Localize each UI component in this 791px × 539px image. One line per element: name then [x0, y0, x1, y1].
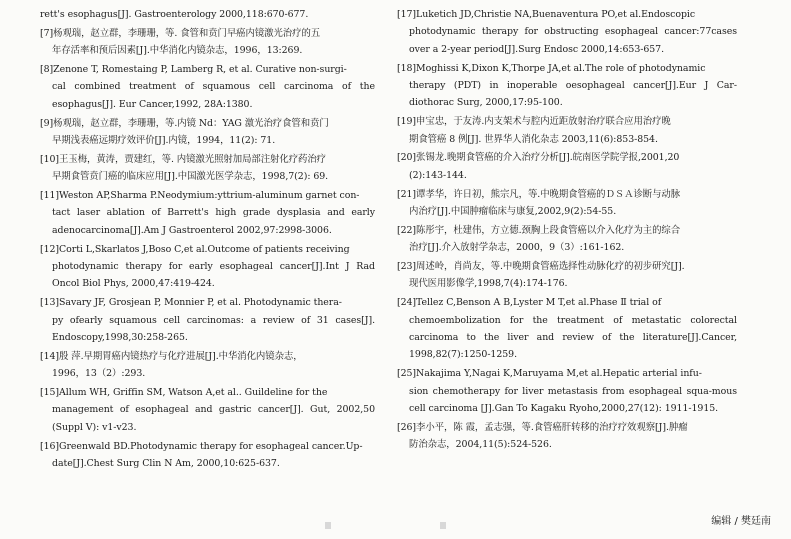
- reference-text-continued: 年存活率和预后因素[J].中华消化内镜杂志，1996，13:269.: [52, 45, 303, 57]
- reference-item: [397, 6, 737, 58]
- reference-item: [40, 241, 375, 293]
- reference-text-continued: photodynamic therapy for early esophageal cancer[J].Int J Rad Oncol Biol Phys, 2000,47:419-424.: [52, 261, 375, 290]
- reference-text: [9]杨观瑞，赵立群，李珊珊，等.内镜 Nd：YAG 激光治疗食管和贲门: [40, 117, 329, 129]
- reference-item: [40, 187, 375, 239]
- reference-text-continued: 期食管癌 8 例[J]. 世界华人消化杂志 2003,11(6):853-854.: [409, 133, 658, 145]
- reference-text: [21]谭孝华，许日初，熊宗凡，等.中晚期食管癌的ＤＳＡ诊断与动脉: [397, 188, 681, 200]
- reference-text: [19]申宝忠，于友涛.内支架术与腔内近距放射治疗联合应用治疗晚: [397, 116, 671, 128]
- reference-item: [40, 25, 375, 60]
- reference-column-left: [40, 6, 375, 474]
- reference-text: [10]王玉梅，黄涛，贾建红，等. 内镜激光照射加局部注射化疗药治疗: [40, 153, 327, 165]
- reference-text-continued: chemoembolization for the treatment of metastatic colorectal carcinoma to the liver and review of the literature[J].Cancer, 1998,82(7):1250-1259.: [409, 314, 737, 361]
- reference-text-continued: 内治疗[J].中国肿瘤临床与康复,2002,9(2):54-55.: [409, 206, 617, 218]
- reference-text-continued: sion chemotherapy for liver metastasis from esophageal squa-mous cell carcinoma [J].Gan To Kagaku Ryoho,2000,27(12): 1911-1915.: [409, 385, 737, 415]
- reference-text-continued: date[J].Chest Surg Clin N Am, 2000,10:625-637.: [52, 458, 280, 470]
- reference-text-continued: (2):143-144.: [409, 169, 467, 181]
- scan-mark: [325, 522, 331, 529]
- reference-text: [15]Allum WH, Griffin SM, Watson A,et al.. Guildeline for the: [40, 387, 328, 399]
- reference-text: [17]Luketich JD,Christie NA,Buenaventura PO,et al.Endoscopic: [397, 9, 696, 20]
- reference-item: [40, 384, 375, 436]
- reference-text: [23]周述岭，肖尚友，等.中晚期食管癌选择性动脉化疗的初步研究[J].: [397, 261, 685, 273]
- reference-item: [397, 60, 737, 112]
- reference-text: [18]Moghissi K,Dixon K,Thorpe JA,et al.The role of photodynamic: [397, 62, 706, 74]
- reference-item: [397, 113, 737, 148]
- reference-text: rett's esophagus[J]. Gastroenterology 2000,118:670-677.: [40, 9, 309, 20]
- reference-text-continued: 防治杂志，2004,11(5):524-526.: [409, 439, 552, 451]
- reference-item: [40, 348, 375, 383]
- reference-item: [397, 294, 737, 364]
- reference-text-continued: py ofearly squamous cell carcinomas: a review of 31 cases[J]. Endoscopy,1998,30:258-265.: [52, 314, 375, 344]
- reference-item: [40, 115, 375, 150]
- reference-item: [397, 258, 737, 293]
- reference-text: [16]Greenwald BD.Photodynamic therapy for esophageal cancer.Up-: [40, 440, 363, 452]
- reference-text-continued: photodynamic therapy for obstructing esophageal cancer:77cases over a 2-year period[J].Surg Endosc 2000,14:653-657.: [409, 26, 737, 55]
- reference-text-continued: management of esophageal and gastric cancer[J]. Gut, 2002,50 (Suppl Ⅴ): v1-v23.: [52, 404, 375, 433]
- reference-text-continued: 现代医用影像学,1998,7(4):174-176.: [409, 278, 568, 290]
- reference-text: [25]Nakajima Y,Nagai K,Maruyama M,et al.Hepatic arterial infu-: [397, 368, 702, 380]
- reference-text-continued: 治疗[J].介入放射学杂志，2000，9（3）:161-162.: [409, 242, 625, 254]
- reference-item: [397, 419, 737, 454]
- reference-text-continued: therapy (PDT) in inoperable oesophageal cancer[J].Eur J Car-diothorac Surg, 2000,17:95-100.: [409, 80, 737, 109]
- reference-text: [24]Tellez C,Benson A B,Lyster M T,et al.Phase Ⅱ trial of: [397, 297, 662, 309]
- reference-text: [11]Weston AP,Sharma P.Neodymium:yttrium-aluminum garnet con-: [40, 190, 360, 202]
- reference-item: [40, 438, 375, 473]
- reference-text: [8]Zenone T, Romestaing P, Lamberg R, et al. Curative non-surgi-: [40, 64, 347, 75]
- reference-item: [397, 149, 737, 184]
- reference-text: [20]张锡龙.晚期食管癌的介入治疗分析[J].皖南医学院学报,2001,20: [397, 152, 680, 164]
- reference-text-continued: 早期浅表癌远期疗效评价[J].内镜，1994，11(2): 71.: [52, 135, 276, 147]
- reference-text: [13]Savary JF, Grosjean P, Monnier P, et al. Photodynamic thera-: [40, 297, 342, 309]
- reference-text: [12]Corti L,Skarlatos J,Boso C,et al.Outcome of patients receiving: [40, 243, 350, 255]
- editor-credit: 编辑 / 樊廷南: [711, 516, 771, 527]
- reference-item: [397, 365, 737, 417]
- reference-column-right: [397, 6, 737, 455]
- reference-item: [40, 151, 375, 186]
- reference-item: [40, 294, 375, 346]
- reference-item: [40, 61, 375, 113]
- reference-item: [397, 222, 737, 257]
- reference-text-continued: 早期食管贲门癌的临床应用[J].中国激光医学杂志，1998,7(2): 69.: [52, 171, 329, 183]
- reference-text-continued: tact laser ablation of Barrett's high grade dysplasia and early adenocarcinoma[J].Am J Gastroenterol 2002,97:2998-3006.: [52, 207, 375, 236]
- reference-text: [22]陈彤宇，杜建伟，方立德.颈胸上段食管癌以介入化疗为主的综合: [397, 224, 681, 236]
- reference-text-continued: 1996，13（2）:293.: [52, 368, 146, 380]
- reference-text-continued: cal combined treatment of squamous cell carcinoma of the esophagus[J]. Eur Cancer,1992, 28A:1380.: [52, 81, 375, 110]
- scan-mark: [440, 522, 446, 529]
- reference-item: [397, 186, 737, 221]
- reference-text: [14]殷 萍.早期胃癌内镜热疗与化疗进展[J].中华消化内镜杂志，: [40, 350, 303, 362]
- reference-text: [7]杨观瑞，赵立群，李珊珊，等. 食管和贲门早癌内镜激光治疗的五: [40, 27, 321, 39]
- reference-item: [40, 6, 375, 23]
- reference-text: [26]李小平，陈 霞，孟志强，等.食管癌肝转移的治疗疗效观察[J].肿瘤: [397, 421, 688, 433]
